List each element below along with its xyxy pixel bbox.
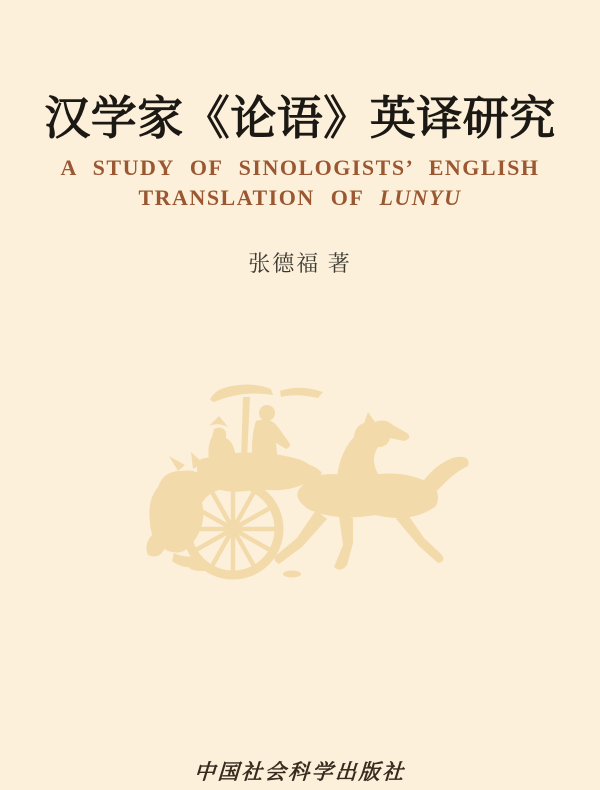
chariot-horse-illustration (140, 383, 470, 583)
author-line: 张德福 著 (248, 251, 352, 276)
subtitle-line-2 (0, 183, 600, 213)
subtitle-line-1: A STUDY OF SINOLOGISTS’ ENGLISH (60, 155, 540, 180)
galloping-horse (275, 412, 469, 570)
publisher-name: 中国社会科学出版社 (193, 760, 407, 784)
book-title-chinese: 汉学家《论语》英译研究 (44, 93, 556, 144)
subtitle-line-2-book-name: LUNYU (379, 185, 462, 210)
book-subtitle-english (0, 153, 600, 213)
subtitle-line-2-prefix: TRANSLATION OF (138, 185, 380, 210)
